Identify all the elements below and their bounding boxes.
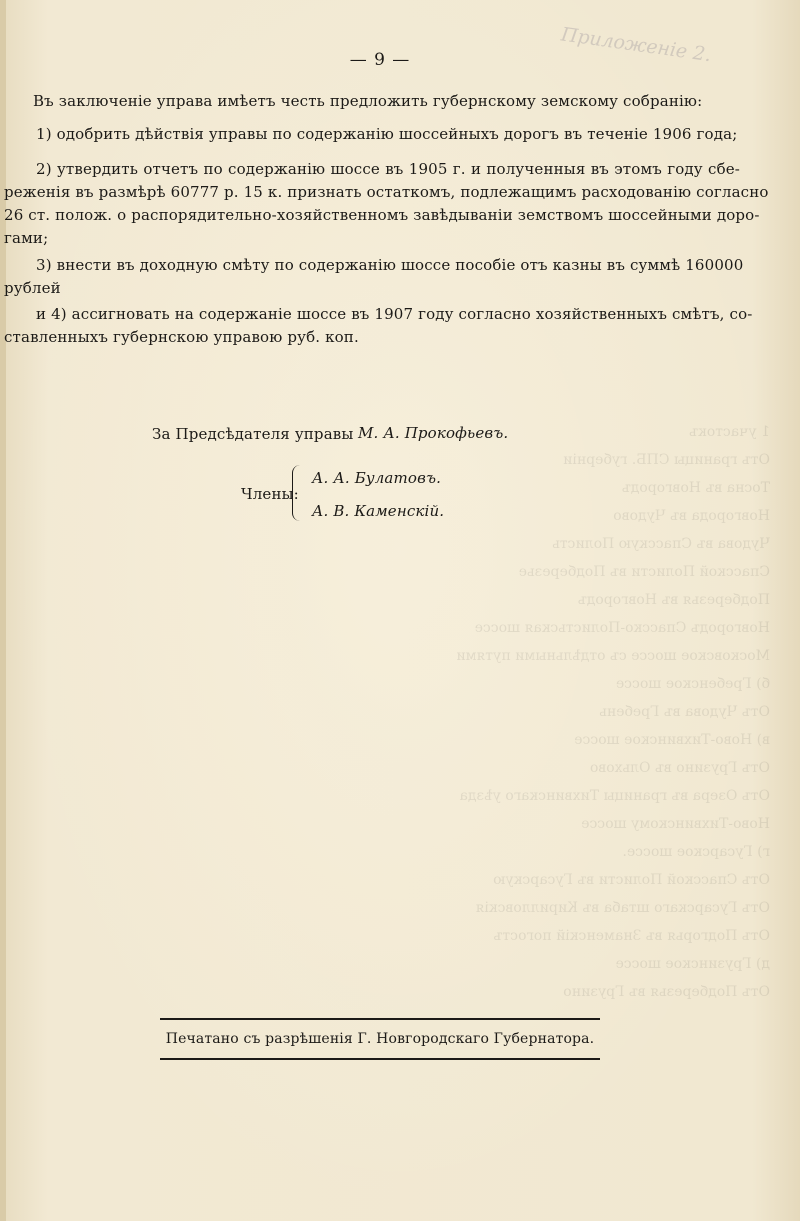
chairman-label: За Предсѣдателя управы [152,425,354,443]
item-2-line-2: реженія въ размѣрѣ 60777 р. 15 к. признать остаткомъ, подлежащимъ расходованію согласно [4,183,769,201]
item-1-line: 1) одобрить дѣйствія управы по содержанію шоссейныхъ дорогъ въ теченіе 1906 года; [36,125,738,143]
item-2-line-1: 2) утвердить отчетъ по содержанію шоссе въ 1905 г. и полученныя въ этомъ году сбе- [36,160,740,178]
item-3-line-1: 3) внести въ доходную смѣту по содержанію шоссе пособіе отъ казны въ суммѣ 160000 [36,256,744,274]
members-label: Члены: [241,485,299,503]
item-2-line-4: гами; [4,229,49,247]
member-2-name: А. В. Каменскій. [312,502,445,520]
intro-line: Въ заключеніе управа имѣетъ честь предложить губернскому земскому собранію: [33,92,703,110]
chairman-name: М. А. Прокофьевъ. [358,424,509,442]
members-brace [292,465,303,521]
item-4-line-2: ставленныхъ губернскою управою руб. коп. [4,328,359,346]
item-4-line-1: и 4) ассигновать на содержаніе шоссе въ 1907 году согласно хозяйственныхъ смѣтъ, со- [36,305,753,323]
item-3-line-2: рублей [4,279,61,297]
page-number: — 9 — [349,50,411,70]
imprint-text: Печатано съ разрѣшенія Г. Новгородскаго Губернатора. [165,1031,595,1047]
archive-stamp: Приложеніе 2. [559,23,713,67]
imprint-top-rule [160,1018,600,1020]
member-1-name: А. А. Булатовъ. [312,469,442,487]
bleed-through-text: 1 участокъ Отъ границы СПБ. губерніи Тосна въ Новгородъ Новгорода въ Чудово Чудова въ Спасскую Полисть Спасской Полисти въ Подберезье Подберезья въ Новгородъ Новгородъ Спасско-Полистьская шоссе Московское шоссе съ отдѣльными путями б) Гребенское шоссе Отъ Чудова въ Гребень в) Ново-Тихвинское шоссе Отъ Грузино въ Ольхово Отъ Озера въ границы Тихвинскаго уѣзда Ново-Тихвинскому шоссе г) Гусарское шоссе. Отъ Спасской Полисти въ Гусарскую Отъ Гусарскаго штаба въ Кирилловскія Отъ Подгорья въ Знаменскій погостъ д) Грузинское шоссе Отъ Подберезья въ Грузино [456,424,770,1000]
imprint-bottom-rule [160,1058,600,1060]
item-2-line-3: 26 ст. полож. о распорядительно-хозяйственномъ завѣдываніи земствомъ шоссейными доро- [4,206,760,224]
